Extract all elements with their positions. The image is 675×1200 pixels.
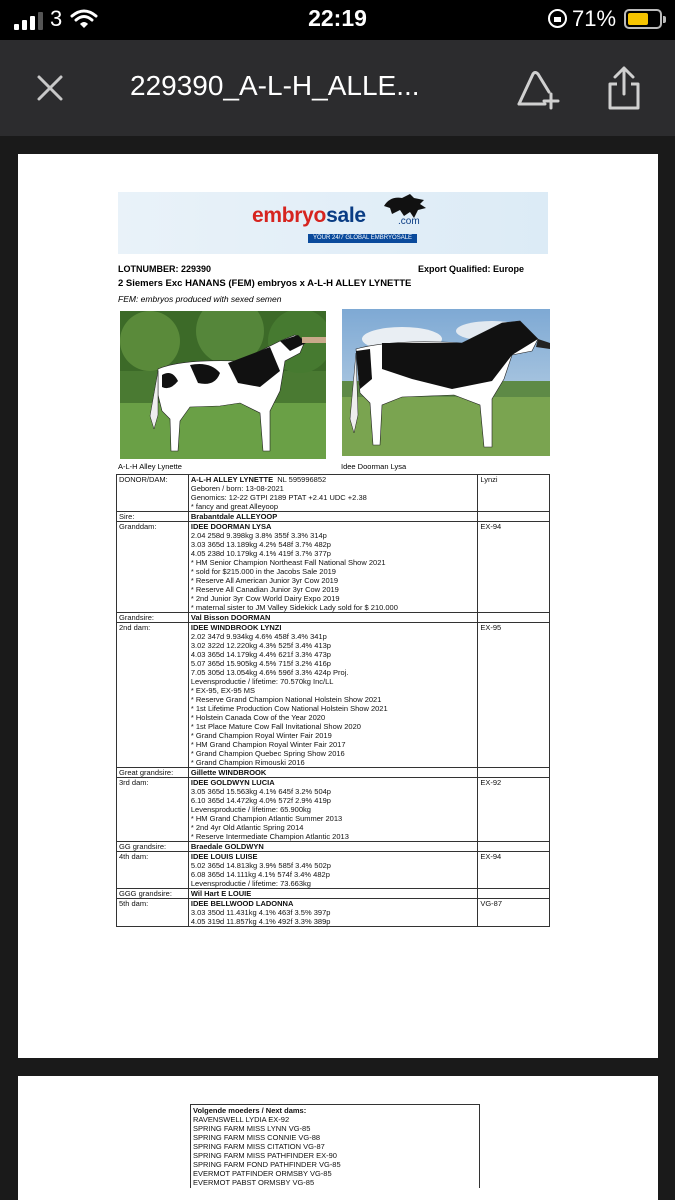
pedigree-detail-line: * HM Grand Champion Royal Winter Fair 2017 xyxy=(190,740,346,749)
pedigree-detail-line: * Holstein Canada Cow of the Year 2020 xyxy=(190,713,326,722)
pedigree-row xyxy=(117,852,550,889)
classification xyxy=(478,613,550,623)
animal-name: IDEE WINDBROOK LYNZI xyxy=(190,623,282,632)
pedigree-row xyxy=(117,512,550,522)
classification: EX-94 xyxy=(478,852,550,889)
battery-percentage: 71% xyxy=(572,6,617,31)
pedigree-label: Great grandsire: xyxy=(117,768,189,778)
orientation-lock-icon xyxy=(548,9,567,28)
pedigree-detail-line: Levensproductie / lifetime: 73.663kg xyxy=(190,879,311,888)
pedigree-row xyxy=(117,522,550,613)
photo-caption-lysa: Idee Doorman Lysa xyxy=(341,462,407,471)
pedigree-label: GGG grandsire: xyxy=(117,889,189,899)
pedigree-details xyxy=(188,768,477,778)
pedigree-label: 3rd dam: xyxy=(117,778,189,842)
pedigree-detail-line: 3.05 365d 15.563kg 4.1% 645f 3.2% 504p xyxy=(190,787,331,796)
pedigree-detail-line: 2.02 347d 9.934kg 4.6% 458f 3.4% 341p xyxy=(190,632,327,641)
pedigree-details xyxy=(188,778,477,842)
classification xyxy=(478,512,550,522)
cow-photo-lynette xyxy=(120,311,326,459)
animal-name-line xyxy=(191,778,475,787)
next-dam-item: SPRING FARM MISS LYNN VG-85 xyxy=(193,1124,311,1133)
animal-name: Val Bisson DOORMAN xyxy=(190,613,271,622)
pedigree-label: 2nd dam: xyxy=(117,623,189,768)
classification: VG-87 xyxy=(478,899,550,927)
pedigree-label: Sire: xyxy=(117,512,189,522)
pedigree-row xyxy=(117,623,550,768)
pedigree-detail-line: * maternal sister to JM Valley Sidekick Lady sold for $ 210.000 xyxy=(190,603,398,612)
header-banner xyxy=(118,192,548,254)
pedigree-detail-line: 4.03 365d 14.179kg 4.4% 621f 3.3% 473p xyxy=(190,650,331,659)
pedigree-detail-line: * 2nd 4yr Old Atlantic Spring 2014 xyxy=(190,823,304,832)
next-dam-item: SPRING FARM MISS CONNIE VG-88 xyxy=(193,1133,321,1142)
pedigree-detail-line: * Grand Champion Royal Winter Fair 2019 xyxy=(190,731,332,740)
classification xyxy=(478,842,550,852)
classification xyxy=(478,889,550,899)
pedigree-label: DONOR/DAM: xyxy=(117,475,189,512)
pedigree-label: Grandsire: xyxy=(117,613,189,623)
animal-name: IDEE LOUIS LUISE xyxy=(190,852,258,861)
pedigree-row xyxy=(117,613,550,623)
animal-name: Brabantdale ALLEYOOP xyxy=(190,512,278,521)
pedigree-detail-line: * fancy and great Alleyoop xyxy=(190,502,279,511)
next-dams-box xyxy=(190,1104,480,1188)
document-viewer[interactable] xyxy=(0,136,675,1200)
pedigree-detail-line: * EX-95, EX-95 MS xyxy=(190,686,256,695)
pedigree-detail-line: Geboren / born: 13-08-2021 xyxy=(190,484,284,493)
pedigree-detail-line: 6.10 365d 14.472kg 4.0% 572f 2.9% 419p xyxy=(190,796,331,805)
pedigree-detail-line: * sold for $215.000 in the Jacobs Sale 2019 xyxy=(190,567,336,576)
classification: Lynzi xyxy=(478,475,550,512)
carrier-label: 3 xyxy=(50,6,63,31)
pedigree-detail-line: * 1st Place Mature Cow Fall Invitational Show 2020 xyxy=(190,722,361,731)
pedigree-details xyxy=(188,899,477,927)
next-dams-title: Volgende moeders / Next dams: xyxy=(193,1106,307,1115)
document-title: 229390_A-L-H_ALLE... xyxy=(130,70,420,101)
pedigree-detail-line: * Reserve All American Junior 3yr Cow 2019 xyxy=(190,576,339,585)
classification: EX-95 xyxy=(478,623,550,768)
next-dam-item: SPRING FARM MISS PATHFINDER EX-90 xyxy=(193,1151,337,1160)
pedigree-row xyxy=(117,475,550,512)
viewer-toolbar xyxy=(0,40,675,136)
next-dam-item: EVERMOT PABST ORMSBY VG-85 xyxy=(193,1178,315,1187)
close-icon[interactable] xyxy=(30,68,70,108)
markup-icon[interactable] xyxy=(515,68,561,110)
pedigree-row xyxy=(117,889,550,899)
pedigree-details xyxy=(188,613,477,623)
battery-icon xyxy=(624,9,662,29)
classification xyxy=(478,768,550,778)
pedigree-details xyxy=(188,522,477,613)
next-dam-item: SPRING FARM FOND PATHFINDER VG-85 xyxy=(193,1160,341,1169)
pedigree-details xyxy=(188,512,477,522)
pedigree-table xyxy=(116,474,550,927)
animal-name-line xyxy=(191,768,475,777)
next-dam-item: EVERMOT PATFINDER ORMSBY VG-85 xyxy=(193,1169,332,1178)
animal-name-line xyxy=(191,842,475,851)
animal-name-line xyxy=(191,889,475,898)
pedigree-details xyxy=(188,842,477,852)
export-qualification: Export Qualified: Europe xyxy=(418,264,525,274)
clock: 22:19 xyxy=(308,5,367,31)
animal-name: IDEE DOORMAN LYSA xyxy=(190,522,272,531)
pedigree-detail-line: 5.07 365d 15.905kg 4.5% 715f 3.2% 416p xyxy=(190,659,331,668)
animal-name-line xyxy=(191,623,475,632)
pedigree-detail-line: * Reserve Intermediate Champion Atlantic 2013 xyxy=(190,832,349,841)
pedigree-detail-line: 2.04 258d 9.398kg 3.8% 355f 3.3% 314p xyxy=(190,531,327,540)
logo-suffix: .com xyxy=(398,216,420,227)
pedigree-detail-line: 3.03 365d 13.189kg 4.2% 548f 3.7% 482p xyxy=(190,540,331,549)
pedigree-detail-line: * Reserve Grand Champion National Holstein Show 2021 xyxy=(190,695,382,704)
pedigree-row xyxy=(117,778,550,842)
pedigree-row xyxy=(117,899,550,927)
pedigree-detail-line: * HM Grand Champion Atlantic Summer 2013 xyxy=(190,814,343,823)
pedigree-detail-line: * Reserve All Canadian Junior 3yr Cow 2019 xyxy=(190,585,339,594)
pedigree-label: GG grandsire: xyxy=(117,842,189,852)
logo-wordmark: embryosale xyxy=(252,204,366,227)
pdf-page xyxy=(18,154,658,1058)
pedigree-detail-line: * 1st Lifetime Production Cow National Holstein Show 2021 xyxy=(190,704,388,713)
cow-photo-lysa xyxy=(342,309,550,456)
pedigree-detail-line: Levensproductie / lifetime: 65.900kg xyxy=(190,805,311,814)
pedigree-detail-line: 4.05 319d 11.857kg 4.1% 492f 3.3% 389p xyxy=(190,917,331,926)
pedigree-detail-line: 3.02 322d 12.220kg 4.3% 525f 3.4% 413p xyxy=(190,641,331,650)
pedigree-detail-line: Genomics: 12-22 GTPI 2189 PTAT +2.41 UDC +2.38 xyxy=(190,493,367,502)
pedigree-detail-line: 7.05 305d 13.054kg 4.6% 596f 3.3% 424p Proj. xyxy=(190,668,349,677)
lot-heading: 2 Siemers Exc HANANS (FEM) embryos x A-L-H ALLEY LYNETTE xyxy=(118,278,412,289)
pedigree-detail-line: * Grand Champion Quebec Spring Show 2016 xyxy=(190,749,345,758)
pdf-page-2 xyxy=(18,1076,658,1200)
pedigree-detail-line: * 2nd Junior 3yr Cow World Dairy Expo 2019 xyxy=(190,594,340,603)
pedigree-row xyxy=(117,842,550,852)
classification: EX-94 xyxy=(478,522,550,613)
animal-name-line xyxy=(191,852,475,861)
pedigree-detail-line: Levensproductie / lifetime: 70.570kg Inc/LL xyxy=(190,677,334,686)
status-bar xyxy=(0,0,675,40)
animal-name: A-L-H ALLEY LYNETTE xyxy=(190,475,274,484)
pedigree-label: 4th dam: xyxy=(117,852,189,889)
pedigree-detail-line: 3.03 350d 11.431kg 4.1% 463f 3.5% 397p xyxy=(190,908,331,917)
animal-name: Gillette WINDBROOK xyxy=(190,768,267,777)
pedigree-detail-line: * HM Senior Champion Northeast Fall National Show 2021 xyxy=(190,558,386,567)
animal-name: Wil Hart E LOUIE xyxy=(190,889,252,898)
animal-name-line xyxy=(191,613,475,622)
animal-reg-number: NL 595996852 xyxy=(273,475,327,484)
next-dam-item: SPRING FARM MISS CITATION VG-87 xyxy=(193,1142,325,1151)
animal-name-line xyxy=(191,522,475,531)
animal-name: Braedale GOLDWYN xyxy=(190,842,264,851)
fem-note: FEM: embryos produced with sexed semen xyxy=(118,294,282,304)
pedigree-details xyxy=(188,852,477,889)
lot-number: LOTNUMBER: 229390 xyxy=(118,264,212,274)
photo-caption-lynette: A-L-H Alley Lynette xyxy=(118,462,182,471)
pedigree-details xyxy=(188,889,477,899)
pedigree-detail-line: 6.08 365d 14.111kg 4.1% 574f 3.4% 482p xyxy=(190,870,330,879)
pedigree-row xyxy=(117,768,550,778)
classification: EX-92 xyxy=(478,778,550,842)
pedigree-label: 5th dam: xyxy=(117,899,189,927)
pedigree-details xyxy=(188,623,477,768)
pedigree-details xyxy=(188,475,477,512)
animal-name: IDEE GOLDWYN LUCIA xyxy=(190,778,275,787)
pedigree-detail-line: 4.05 238d 10.179kg 4.1% 419f 3.7% 377p xyxy=(190,549,331,558)
next-dam-item: RAVENSWELL LYDIA EX-92 xyxy=(193,1115,290,1124)
share-icon[interactable] xyxy=(604,64,644,112)
animal-name-line xyxy=(191,512,475,521)
animal-name: IDEE BELLWOOD LADONNA xyxy=(190,899,294,908)
logo-tagline: YOUR 24/7 GLOBAL EMBRYOSALE xyxy=(308,234,417,243)
animal-name-line xyxy=(191,899,475,908)
pedigree-detail-line: * Grand Champion Rimouski 2016 xyxy=(190,758,305,767)
pedigree-label: Granddam: xyxy=(117,522,189,613)
pedigree-detail-line: 5.02 365d 14.813kg 3.9% 585f 3.4% 502p xyxy=(190,861,331,870)
animal-name-line xyxy=(191,475,475,484)
